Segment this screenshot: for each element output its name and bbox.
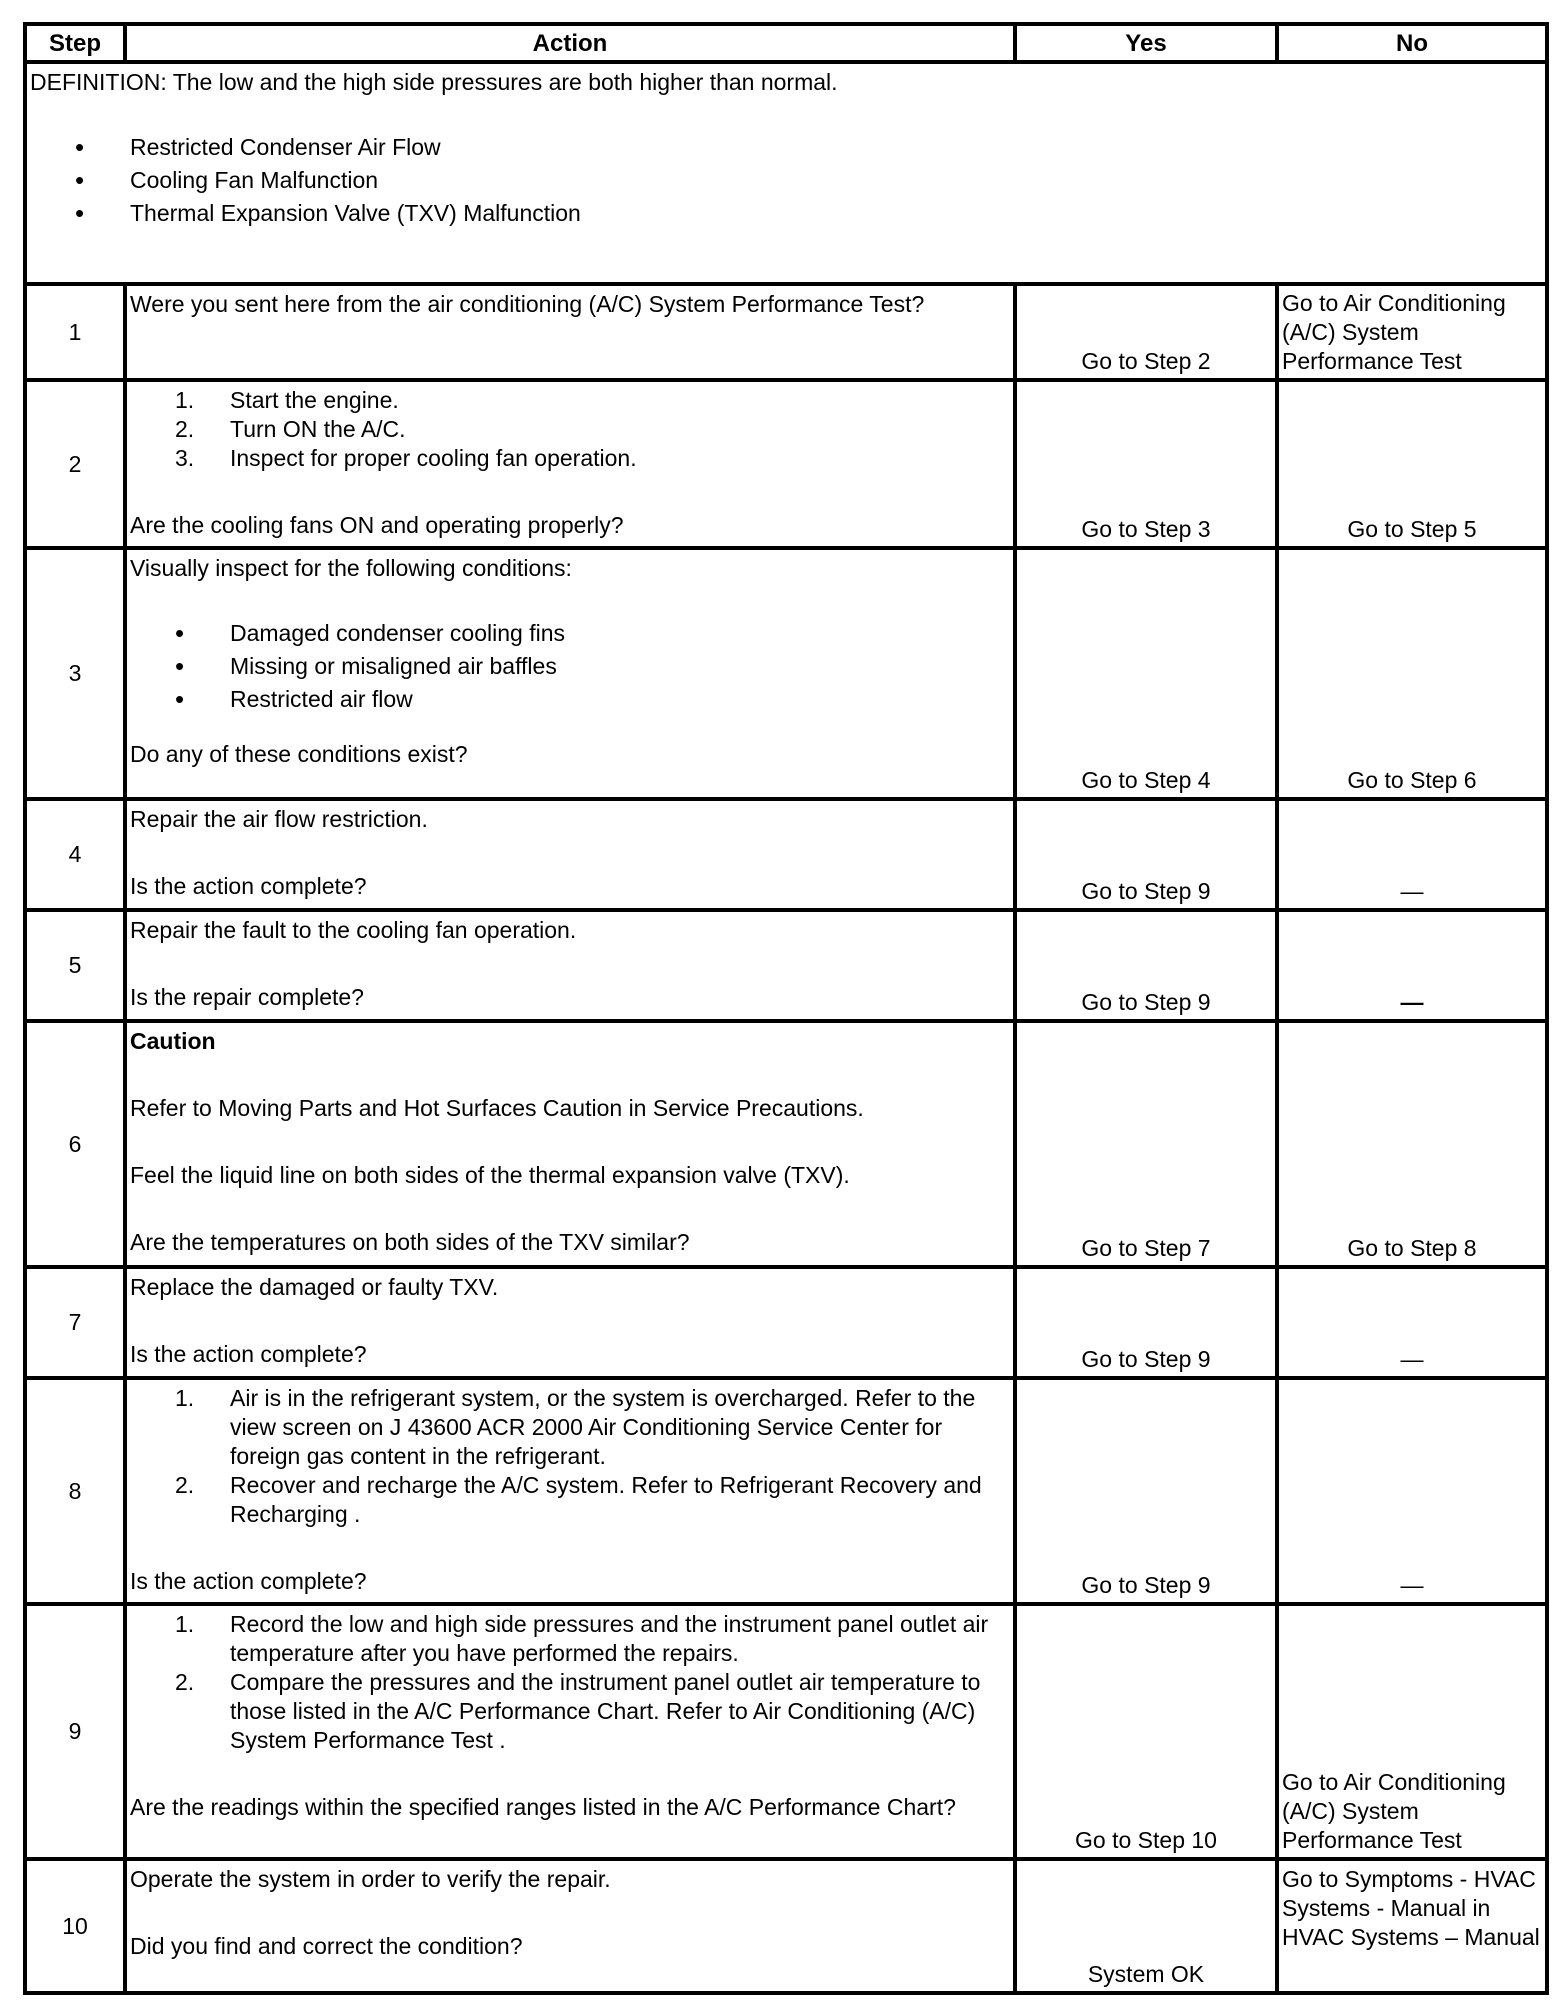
step-question: Were you sent here from the air conditioning (A/C) System Performance Test? — [130, 291, 925, 317]
step-no: Go to Step 5 — [1277, 380, 1547, 548]
step-no: Go to Step 8 — [1277, 1021, 1547, 1267]
step-no: — — [1277, 910, 1547, 1021]
step-action-text: Operate the system in order to verify the repair. — [130, 1866, 611, 1892]
instruction-item: 1. Air is in the refrigerant system, or the system is overcharged. Refer to the view screen on J 43600 ACR 2000 Air Conditioning Service Center for foreign gas content in the refrigerant. — [175, 1385, 976, 1469]
step-number: 3 — [25, 548, 125, 799]
step-action — [125, 1859, 1015, 1993]
step-question: Do any of these conditions exist? — [130, 741, 468, 767]
step-no: — — [1277, 1267, 1547, 1378]
step-number: 6 — [25, 1021, 125, 1267]
step-action — [125, 380, 1015, 548]
diagnostic-table-page — [23, 22, 1545, 1994]
step-row-2 — [25, 380, 1547, 548]
step-number: 8 — [25, 1378, 125, 1604]
step-row-5 — [25, 910, 1547, 1021]
step-action — [125, 799, 1015, 910]
step-action-text: Replace the damaged or faulty TXV. — [130, 1274, 499, 1300]
step-yes: Go to Step 4 — [1015, 548, 1277, 799]
condition-bullet: • Missing or misaligned air baffles — [230, 650, 1010, 683]
step-row-3 — [25, 548, 1547, 799]
step-number: 10 — [25, 1859, 125, 1993]
diagnostic-table — [23, 22, 1549, 1995]
step-yes: System OK — [1015, 1859, 1277, 1993]
step-yes: Go to Step 9 — [1015, 1378, 1277, 1604]
condition-bullet: • Restricted air flow — [230, 683, 1010, 716]
header-action: Action — [125, 24, 1015, 62]
condition-bullet: • Damaged condenser cooling fins — [230, 617, 1010, 650]
step-number: 1 — [25, 284, 125, 380]
step-action — [125, 1021, 1015, 1267]
step-instructions — [130, 386, 1010, 473]
header-step: Step — [25, 24, 125, 62]
step-action — [125, 1267, 1015, 1378]
instruction-item: 1. Record the low and high side pressures and the instrument panel outlet air temperature after you have performed the repairs. — [175, 1611, 989, 1666]
step-yes: Go to Step 7 — [1015, 1021, 1277, 1267]
step-question: Are the temperatures on both sides of the TXV similar? — [130, 1229, 690, 1255]
step-action — [125, 910, 1015, 1021]
condition-bullets — [130, 617, 1010, 716]
step-instructions — [130, 1384, 1010, 1529]
step-number: 9 — [25, 1604, 125, 1859]
step-action — [125, 284, 1015, 380]
caution-text: Refer to Moving Parts and Hot Surfaces Caution in Service Precautions. — [130, 1095, 864, 1121]
step-instructions — [130, 1610, 1010, 1755]
step-action — [125, 548, 1015, 799]
step-no: Go to Air Conditioning (A/C) System Performance Test — [1277, 1604, 1547, 1859]
step-question: Are the cooling fans ON and operating properly? — [130, 512, 624, 538]
step-yes: Go to Step 9 — [1015, 799, 1277, 910]
step-action — [125, 1604, 1015, 1859]
step-question: Is the action complete? — [130, 873, 367, 899]
instruction-item: 2. Compare the pressures and the instrument panel outlet air temperature to those listed in the A/C Performance Chart. Refer to Air Conditioning (A/C) System Performance Test . — [175, 1669, 981, 1753]
step-no: — — [1277, 799, 1547, 910]
step-yes: Go to Step 9 — [1015, 910, 1277, 1021]
step-no: Go to Symptoms - HVAC Systems - Manual in HVAC Systems – Manual — [1277, 1859, 1547, 1993]
step-row-10 — [25, 1859, 1547, 1993]
step-question: Is the action complete? — [130, 1341, 367, 1367]
step-row-8 — [25, 1378, 1547, 1604]
step-yes: Go to Step 2 — [1015, 284, 1277, 380]
step-yes: Go to Step 3 — [1015, 380, 1277, 548]
instruction-item: 1. Start the engine. — [175, 387, 399, 413]
step-action — [125, 1378, 1015, 1604]
step-row-1 — [25, 284, 1547, 380]
definition-bullet: • Cooling Fan Malfunction — [130, 164, 1542, 197]
header-yes: Yes — [1015, 24, 1277, 62]
step-question: Did you find and correct the condition? — [130, 1933, 523, 1959]
step-row-9 — [25, 1604, 1547, 1859]
definition-bullets — [30, 131, 1542, 230]
step-number: 7 — [25, 1267, 125, 1378]
header-no: No — [1277, 24, 1547, 62]
caution-heading: Caution — [130, 1028, 216, 1054]
header-row — [25, 24, 1547, 62]
step-question: Are the readings within the specified ranges listed in the A/C Performance Chart? — [130, 1794, 956, 1820]
step-number: 5 — [25, 910, 125, 1021]
instruction-item: 2. Turn ON the A/C. — [175, 416, 406, 442]
step-no: Go to Step 6 — [1277, 548, 1547, 799]
definition-row — [25, 62, 1547, 284]
step-action-text: Repair the fault to the cooling fan operation. — [130, 917, 577, 943]
step-no: — — [1277, 1378, 1547, 1604]
step-no: Go to Air Conditioning (A/C) System Performance Test — [1277, 284, 1547, 380]
step-action-text: Repair the air flow restriction. — [130, 806, 428, 832]
instruction-item: 3. Inspect for proper cooling fan operation. — [175, 445, 637, 471]
definition-text: DEFINITION: The low and the high side pressures are both higher than normal. — [30, 69, 838, 95]
definition-bullet: • Restricted Condenser Air Flow — [130, 131, 1542, 164]
step-row-4 — [25, 799, 1547, 910]
step-yes: Go to Step 9 — [1015, 1267, 1277, 1378]
instruction-item: 2. Recover and recharge the A/C system. Refer to Refrigerant Recovery and Recharging . — [175, 1472, 982, 1527]
definition-bullet: • Thermal Expansion Valve (TXV) Malfunction — [130, 197, 1542, 230]
step-row-7 — [25, 1267, 1547, 1378]
step-intro: Visually inspect for the following conditions: — [130, 555, 572, 581]
step-number: 4 — [25, 799, 125, 910]
step-question: Is the repair complete? — [130, 984, 364, 1010]
step-action-text: Feel the liquid line on both sides of the thermal expansion valve (TXV). — [130, 1162, 850, 1188]
step-question: Is the action complete? — [130, 1568, 367, 1594]
step-number: 2 — [25, 380, 125, 548]
step-row-6 — [25, 1021, 1547, 1267]
definition-cell — [25, 62, 1547, 284]
step-yes: Go to Step 10 — [1015, 1604, 1277, 1859]
